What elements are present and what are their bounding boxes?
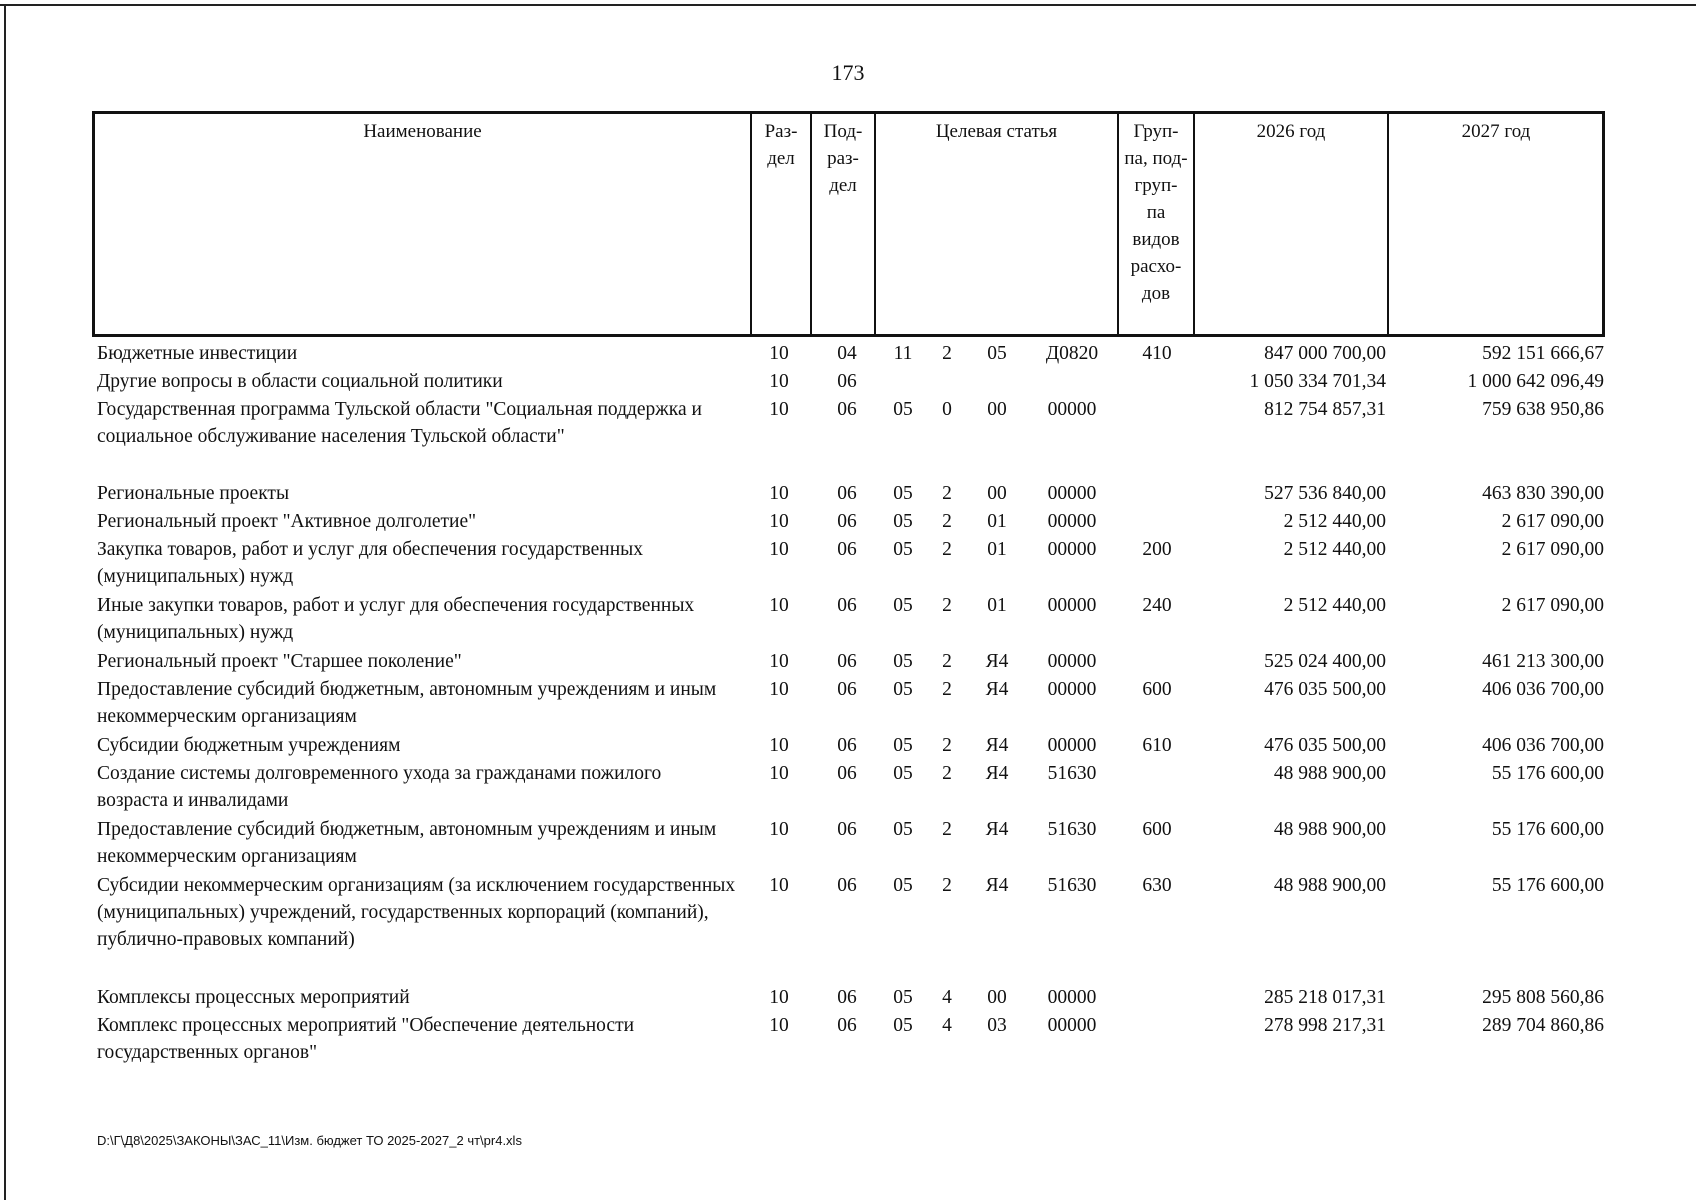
cell-expense-group: 630 bbox=[1142, 875, 1172, 896]
row-name: Предоставление субсидий бюджетным, автономным учреждениям и иным некоммерческим организациям bbox=[97, 679, 717, 727]
table-row bbox=[0, 758, 1696, 814]
cell-razdel: 10 bbox=[769, 651, 789, 672]
header-expense-group: Груп- па, под- груп- па видов расхо- дов bbox=[1124, 121, 1188, 304]
cell-razdel: 10 bbox=[769, 679, 789, 700]
page-number: 173 bbox=[831, 60, 865, 85]
cell-podrazdel: 06 bbox=[837, 679, 857, 700]
cell-event: 00 bbox=[987, 399, 1007, 420]
cell-razdel: 10 bbox=[769, 875, 789, 896]
cell-amount-2027: 463 830 390,00 bbox=[1482, 483, 1604, 504]
cell-direction: 00000 bbox=[1047, 483, 1097, 504]
table-row bbox=[0, 814, 1696, 870]
cell-podrazdel: 06 bbox=[837, 987, 857, 1008]
row-name: Закупка товаров, работ и услуг для обеспечения государственных (муниципальных) нужд bbox=[97, 539, 644, 587]
cell-amount-2027: 592 151 666,67 bbox=[1482, 343, 1604, 364]
cell-subprogram: 4 bbox=[942, 1015, 952, 1036]
cell-expense-group: 600 bbox=[1142, 819, 1172, 840]
cell-subprogram: 2 bbox=[942, 819, 952, 840]
header-name: Наименование bbox=[363, 121, 482, 142]
header-podrazdel: Под- раз- дел bbox=[823, 121, 863, 196]
cell-program: 05 bbox=[893, 511, 913, 532]
cell-razdel: 10 bbox=[769, 371, 789, 392]
cell-amount-2026: 476 035 500,00 bbox=[1264, 679, 1386, 700]
cell-razdel: 10 bbox=[769, 399, 789, 420]
cell-event: 01 bbox=[987, 539, 1007, 560]
cell-direction: 51630 bbox=[1047, 875, 1097, 896]
cell-amount-2027: 289 704 860,86 bbox=[1482, 1015, 1604, 1036]
cell-direction: 00000 bbox=[1047, 651, 1097, 672]
table-row bbox=[0, 982, 1696, 1010]
cell-amount-2026: 1 050 334 701,34 bbox=[1249, 371, 1386, 392]
cell-amount-2027: 55 176 600,00 bbox=[1491, 819, 1604, 840]
cell-amount-2027: 406 036 700,00 bbox=[1482, 735, 1604, 756]
table-row bbox=[0, 366, 1696, 394]
cell-podrazdel: 06 bbox=[837, 1015, 857, 1036]
cell-podrazdel: 06 bbox=[837, 371, 857, 392]
cell-amount-2027: 295 808 560,86 bbox=[1482, 987, 1604, 1008]
cell-subprogram: 2 bbox=[942, 651, 952, 672]
row-name: Субсидии бюджетным учреждениям bbox=[97, 735, 401, 756]
cell-expense-group: 410 bbox=[1142, 343, 1172, 364]
cell-amount-2026: 278 998 217,31 bbox=[1264, 1015, 1386, 1036]
cell-subprogram: 2 bbox=[942, 595, 952, 616]
header-target-article: Целевая статья bbox=[935, 121, 1058, 142]
cell-subprogram: 2 bbox=[942, 539, 952, 560]
cell-razdel: 10 bbox=[769, 511, 789, 532]
cell-program: 05 bbox=[893, 875, 913, 896]
table-row bbox=[0, 674, 1696, 730]
cell-event: Я4 bbox=[985, 651, 1009, 672]
cell-direction: 00000 bbox=[1047, 595, 1097, 616]
cell-amount-2027: 759 638 950,86 bbox=[1482, 399, 1604, 420]
cell-program: 05 bbox=[893, 539, 913, 560]
cell-event: Я4 bbox=[985, 735, 1009, 756]
table-row bbox=[0, 870, 1696, 982]
cell-direction: 00000 bbox=[1047, 399, 1097, 420]
table-row bbox=[0, 478, 1696, 506]
cell-amount-2026: 48 988 900,00 bbox=[1273, 819, 1386, 840]
cell-podrazdel: 06 bbox=[837, 763, 857, 784]
cell-program: 11 bbox=[893, 343, 913, 364]
cell-program: 05 bbox=[893, 399, 913, 420]
cell-program: 05 bbox=[893, 735, 913, 756]
cell-direction: 00000 bbox=[1047, 539, 1097, 560]
cell-expense-group: 240 bbox=[1142, 595, 1172, 616]
cell-amount-2026: 285 218 017,31 bbox=[1264, 987, 1386, 1008]
cell-podrazdel: 06 bbox=[837, 595, 857, 616]
cell-amount-2027: 55 176 600,00 bbox=[1491, 763, 1604, 784]
cell-razdel: 10 bbox=[769, 483, 789, 504]
cell-event: Я4 bbox=[985, 763, 1009, 784]
cell-event: Я4 bbox=[985, 875, 1009, 896]
row-name: Создание системы долговременного ухода за гражданами пожилого возраста и инвалидами bbox=[97, 763, 662, 811]
cell-podrazdel: 06 bbox=[837, 651, 857, 672]
row-name: Государственная программа Тульской области "Социальная поддержка и социальное обслуживание населения Тульской области" bbox=[97, 399, 702, 447]
table-row bbox=[0, 506, 1696, 534]
cell-event: 05 bbox=[987, 343, 1007, 364]
header-razdel: Раз- дел bbox=[764, 121, 798, 169]
cell-subprogram: 2 bbox=[942, 875, 952, 896]
cell-amount-2027: 2 617 090,00 bbox=[1501, 511, 1604, 532]
cell-direction: 00000 bbox=[1047, 679, 1097, 700]
row-name: Региональный проект "Активное долголетие" bbox=[97, 511, 477, 532]
cell-razdel: 10 bbox=[769, 763, 789, 784]
cell-direction: 00000 bbox=[1047, 511, 1097, 532]
cell-podrazdel: 06 bbox=[837, 875, 857, 896]
cell-amount-2026: 847 000 700,00 bbox=[1264, 343, 1386, 364]
cell-direction: 51630 bbox=[1047, 763, 1097, 784]
cell-podrazdel: 06 bbox=[837, 483, 857, 504]
header-year-2026: 2026 год bbox=[1256, 121, 1326, 142]
cell-program: 05 bbox=[893, 1015, 913, 1036]
cell-program: 05 bbox=[893, 651, 913, 672]
table-row bbox=[0, 646, 1696, 674]
cell-direction: 00000 bbox=[1047, 1015, 1097, 1036]
cell-subprogram: 2 bbox=[942, 679, 952, 700]
table-body bbox=[0, 338, 1696, 1066]
cell-amount-2026: 812 754 857,31 bbox=[1264, 399, 1386, 420]
cell-subprogram: 2 bbox=[942, 735, 952, 756]
cell-program: 05 bbox=[893, 819, 913, 840]
cell-direction: Д0820 bbox=[1045, 343, 1099, 364]
table-row bbox=[0, 534, 1696, 590]
cell-razdel: 10 bbox=[769, 595, 789, 616]
cell-event: 00 bbox=[987, 483, 1007, 504]
header-year-2027: 2027 год bbox=[1461, 121, 1531, 142]
cell-direction: 00000 bbox=[1047, 735, 1097, 756]
cell-amount-2027: 2 617 090,00 bbox=[1501, 539, 1604, 560]
cell-amount-2026: 2 512 440,00 bbox=[1283, 595, 1386, 616]
cell-direction: 00000 bbox=[1047, 987, 1097, 1008]
cell-razdel: 10 bbox=[769, 1015, 789, 1036]
cell-subprogram: 0 bbox=[942, 399, 952, 420]
cell-subprogram: 4 bbox=[942, 987, 952, 1008]
cell-expense-group: 200 bbox=[1142, 539, 1172, 560]
file-path-footer: D:\Г\Д8\2025\ЗАКОНЫ\ЗАС_11\Изм. бюджет ТО 2025-2027_2 чт\pr4.xls bbox=[97, 1133, 522, 1148]
table-row bbox=[0, 730, 1696, 758]
cell-amount-2027: 461 213 300,00 bbox=[1482, 651, 1604, 672]
cell-podrazdel: 06 bbox=[837, 539, 857, 560]
cell-podrazdel: 04 bbox=[837, 343, 857, 364]
table-row bbox=[0, 338, 1696, 366]
cell-amount-2026: 2 512 440,00 bbox=[1283, 511, 1386, 532]
cell-razdel: 10 bbox=[769, 539, 789, 560]
cell-amount-2027: 2 617 090,00 bbox=[1501, 595, 1604, 616]
row-name: Предоставление субсидий бюджетным, автономным учреждениям и иным некоммерческим организациям bbox=[97, 819, 717, 867]
cell-razdel: 10 bbox=[769, 735, 789, 756]
cell-razdel: 10 bbox=[769, 819, 789, 840]
cell-subprogram: 2 bbox=[942, 483, 952, 504]
cell-event: Я4 bbox=[985, 679, 1009, 700]
cell-event: 00 bbox=[987, 987, 1007, 1008]
cell-event: Я4 bbox=[985, 819, 1009, 840]
table-row bbox=[0, 590, 1696, 646]
cell-amount-2026: 476 035 500,00 bbox=[1264, 735, 1386, 756]
row-name: Региональный проект "Старшее поколение" bbox=[97, 651, 462, 672]
cell-amount-2027: 406 036 700,00 bbox=[1482, 679, 1604, 700]
cell-event: 01 bbox=[987, 595, 1007, 616]
cell-expense-group: 610 bbox=[1142, 735, 1172, 756]
cell-program: 05 bbox=[893, 483, 913, 504]
cell-direction: 51630 bbox=[1047, 819, 1097, 840]
cell-subprogram: 2 bbox=[942, 511, 952, 532]
cell-razdel: 10 bbox=[769, 987, 789, 1008]
cell-podrazdel: 06 bbox=[837, 511, 857, 532]
cell-subprogram: 2 bbox=[942, 763, 952, 784]
row-name: Региональные проекты bbox=[97, 483, 290, 504]
row-name: Субсидии некоммерческим организациям (за исключением государственных (муниципальных) учреждений, государственных корпораций (компаний), публично-правовых компаний) bbox=[97, 875, 736, 950]
cell-expense-group: 600 bbox=[1142, 679, 1172, 700]
cell-amount-2026: 2 512 440,00 bbox=[1283, 539, 1386, 560]
table-row bbox=[0, 1010, 1696, 1066]
cell-program: 05 bbox=[893, 595, 913, 616]
row-name: Другие вопросы в области социальной политики bbox=[97, 371, 503, 392]
cell-program: 05 bbox=[893, 987, 913, 1008]
cell-amount-2026: 48 988 900,00 bbox=[1273, 875, 1386, 896]
scan-edge-top bbox=[0, 4, 1696, 6]
cell-event: 01 bbox=[987, 511, 1007, 532]
row-name: Иные закупки товаров, работ и услуг для обеспечения государственных (муниципальных) нужд bbox=[97, 595, 695, 643]
cell-razdel: 10 bbox=[769, 343, 789, 364]
cell-podrazdel: 06 bbox=[837, 399, 857, 420]
cell-program: 05 bbox=[893, 679, 913, 700]
cell-podrazdel: 06 bbox=[837, 735, 857, 756]
row-name: Комплекс процессных мероприятий "Обеспечение деятельности государственных органов" bbox=[97, 1015, 635, 1063]
cell-amount-2026: 525 024 400,00 bbox=[1264, 651, 1386, 672]
table-row bbox=[0, 394, 1696, 478]
cell-event: 03 bbox=[987, 1015, 1007, 1036]
cell-program: 05 bbox=[893, 763, 913, 784]
cell-amount-2026: 527 536 840,00 bbox=[1264, 483, 1386, 504]
cell-amount-2027: 55 176 600,00 bbox=[1491, 875, 1604, 896]
cell-podrazdel: 06 bbox=[837, 819, 857, 840]
row-name: Комплексы процессных мероприятий bbox=[97, 987, 410, 1008]
cell-amount-2027: 1 000 642 096,49 bbox=[1467, 371, 1604, 392]
cell-amount-2026: 48 988 900,00 bbox=[1273, 763, 1386, 784]
cell-subprogram: 2 bbox=[942, 343, 952, 364]
row-name: Бюджетные инвестиции bbox=[97, 343, 298, 364]
